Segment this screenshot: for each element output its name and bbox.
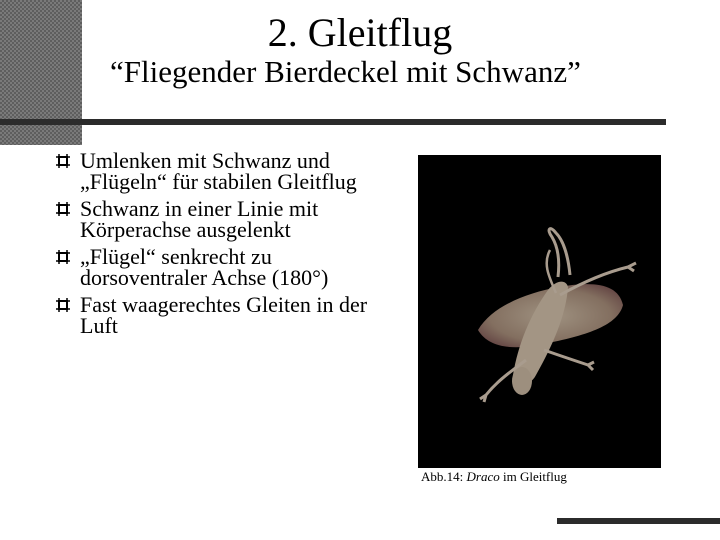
caption-species: Draco	[466, 469, 500, 484]
square-bullet-icon	[56, 202, 70, 216]
bullet-item	[52, 198, 397, 240]
bottom-divider	[557, 518, 720, 524]
bullet-item	[52, 246, 397, 288]
bullet-text: Fast waagerechtes Gleiten in der Luft	[80, 292, 368, 338]
slide-title: 2. Gleitflug	[267, 10, 453, 55]
bullet-text: „Flügel“ senkrecht zu dorsoventraler Achse (180°)	[80, 244, 329, 290]
top-divider	[0, 119, 666, 125]
bullet-list	[52, 150, 397, 342]
slide-subtitle: “Fliegender Bierdeckel mit Schwanz”	[110, 54, 581, 89]
bullet-item	[52, 294, 397, 336]
caption-prefix: Abb.14:	[421, 469, 467, 484]
square-bullet-icon	[56, 154, 70, 168]
bullet-text: Schwanz in einer Linie mit Körperachse ausgelenkt	[80, 196, 319, 242]
bullet-item	[52, 150, 397, 192]
gliding-lizard-illustration	[418, 155, 661, 468]
bullet-text: Umlenken mit Schwanz und „Flügeln“ für stabilen Gleitflug	[80, 148, 357, 194]
caption-suffix: im Gleitflug	[499, 469, 567, 484]
figure-caption	[421, 469, 567, 485]
square-bullet-icon	[56, 298, 70, 312]
square-bullet-icon	[56, 250, 70, 264]
draco-photo	[418, 155, 661, 468]
